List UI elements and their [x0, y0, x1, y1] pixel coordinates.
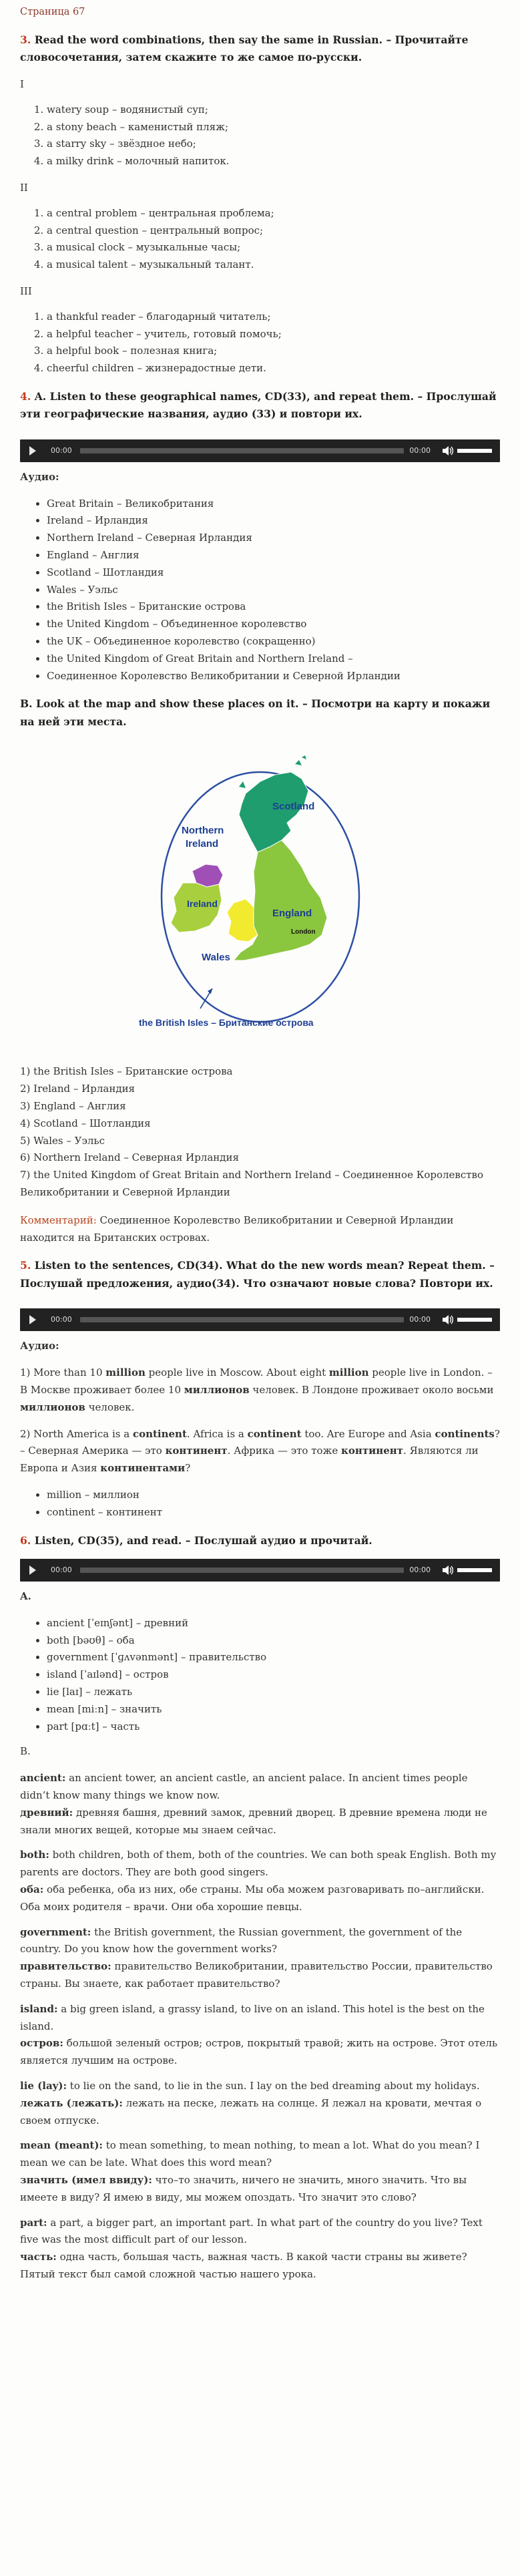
map-caption: the British Isles – Британские острова [138, 1017, 314, 1029]
text-run: человек. В Лондоне проживает около восьми [249, 1384, 494, 1397]
text-run: миллионов [184, 1384, 250, 1397]
comment-label: Комментарий: [20, 1214, 97, 1226]
definition-paragraph [20, 1770, 500, 1839]
comment-paragraph [20, 1212, 500, 1247]
map-label-northern-ireland: Northern [181, 825, 224, 837]
term: значить (имел ввиду): [20, 2174, 152, 2186]
definition-paragraph [20, 2137, 500, 2206]
list-item: 2. a stony beach – каменистый пляж; [47, 119, 500, 136]
list-item: • England – Англия [47, 547, 500, 564]
exercise-number: 6. [20, 1533, 31, 1547]
definition-text: правительство Великобритании, правительство России, правительство страны. Вы знаете, как работает правительство? [20, 1960, 493, 1990]
text-run: people live in London. – В Москве проживает более 10 [20, 1366, 493, 1397]
list-item: • Соединенное Королевство Великобритании и Северной Ирландии [47, 668, 500, 685]
map-label-wales: Wales [201, 952, 230, 964]
list-item: • million – миллион [47, 1487, 500, 1504]
place-line: 1) the British Isles – Британские острова [20, 1065, 233, 1078]
sentence-paragraph [20, 1426, 500, 1477]
exercise-4b-heading: B. Look at the map and show these places on it. – Посмотри на карту и покажи на ней эти места. [20, 697, 491, 728]
wales-region [227, 899, 258, 942]
definition-paragraph [20, 2078, 500, 2129]
play-icon[interactable] [29, 446, 36, 455]
exercise-title: Read the word combinations, then say the same in Russian. – Прочитайте словосочетания, затем скажите то же самое по-русски. [20, 33, 469, 64]
list-item: 3. a musical clock – музыкальные часы; [47, 239, 500, 256]
duration-time: 00:00 [409, 1566, 431, 1575]
definition-text: лежать на песке, лежать на солнце. Я лежал на кровати, мечтая о своем отпуске. [20, 2096, 482, 2127]
current-time: 00:00 [51, 1566, 72, 1575]
term: both: [20, 1849, 49, 1861]
vocabulary-list [20, 1615, 500, 1736]
volume-slider[interactable] [457, 449, 492, 453]
progress-rail[interactable] [80, 1317, 404, 1322]
text-run: continent [247, 1427, 302, 1440]
text-run: ? [185, 1462, 191, 1475]
duration-time: 00:00 [409, 1315, 431, 1324]
audio-player[interactable] [20, 1308, 500, 1331]
term: остров: [20, 2037, 63, 2050]
play-icon[interactable] [29, 1566, 36, 1575]
list-item: • continent – континент [47, 1504, 500, 1521]
definitions [20, 1770, 500, 2283]
term: часть: [20, 2251, 57, 2263]
new-words-list [20, 1487, 500, 1521]
map-label-scotland: Scotland [272, 801, 314, 813]
group-roman: III [20, 285, 32, 297]
definition-text: оба ребенка, оба из них, обе страны. Мы оба можем разговаривать по–английски. Оба моих родителя – врачи. Они оба хорошие певцы. [20, 1883, 485, 1913]
definition-text: что–то значить, ничего не значить, много значить. Что вы имеете в виду? Я имею в виду, мы можем опоздать. Что значит это слово? [20, 2174, 467, 2203]
list-item: • government [ˈɡʌvənmənt] – правительство [47, 1649, 500, 1666]
word-list [20, 205, 500, 274]
term: part: [20, 2216, 47, 2229]
list-item: • the British Isles – Британские острова [47, 598, 500, 616]
volume-level [457, 1568, 492, 1572]
definition-paragraph [20, 2001, 500, 2070]
list-item: • the UK – Объединенное королевство (сокращенно) [47, 633, 500, 651]
word-list [20, 102, 500, 170]
exercise-number: 3. [20, 33, 31, 46]
word-list [20, 309, 500, 377]
progress-rail[interactable] [80, 448, 404, 453]
volume-icon[interactable] [443, 446, 453, 455]
british-isles-map [127, 740, 394, 1054]
definition-text: to mean something, to mean nothing, to mean a lot. What do you mean? I mean we can be late. What does this word mean? [20, 2139, 480, 2169]
list-item: • the United Kingdom of Great Britain and Northern Ireland – [47, 651, 500, 668]
definition-paragraph [20, 2215, 500, 2283]
section-a-label: A. [20, 1590, 31, 1603]
text-run: too. Are Europe and Asia [301, 1427, 435, 1440]
definition-text: древняя башня, древний замок, древний дворец. В древние времена люди не знали многих вещей, которые мы знаем сейчас. [20, 1806, 487, 1836]
definition-text: to lie on the sand, to lie in the sun. I lay on the bed dreaming about my holidays. [67, 2080, 480, 2092]
text-run: человек. [85, 1401, 135, 1413]
term: mean (meant): [20, 2139, 103, 2152]
exercise-title: A. Listen to these geographical names, CD(33), and repeat them. – Прослушай эти географические названия, аудио (33) и повтори их. [20, 389, 497, 421]
text-run: million [328, 1366, 369, 1379]
place-line: 5) Wales – Уэльс [20, 1134, 105, 1147]
definition-text: a part, a bigger part, an important part. In what part of the country do you live? Text five was the most difficult part of our lesson. [20, 2216, 483, 2246]
text-run: continents [435, 1427, 495, 1440]
text-run: ? – Северная Америка — это [20, 1427, 500, 1457]
text-run: . Являются ли Европа и Азия [20, 1445, 479, 1475]
list-item: 1. watery soup – водянистый суп; [47, 102, 500, 119]
text-run: 1) More than 10 [20, 1366, 106, 1379]
term: island: [20, 2002, 58, 2015]
scotland-region [239, 772, 308, 852]
definition-text: большой зеленый остров; остров, покрытый травой; жить на острове. Этот отель является лучшим на острове. [20, 2037, 498, 2067]
england-region [234, 840, 327, 960]
text-run: . Africa is a [186, 1427, 248, 1440]
place-line: 4) Scotland – Шотландия [20, 1117, 151, 1129]
text-run: миллионов [20, 1401, 85, 1413]
list-item: 1. a thankful reader – благодарный читатель; [47, 309, 500, 326]
audio-label: Аудио: [20, 1340, 59, 1352]
list-item: • mean [miːn] – значить [47, 1701, 500, 1718]
map-label-northern-ireland-2: Ireland [185, 838, 218, 850]
text-run: . Африка — это тоже [227, 1445, 341, 1457]
exercise-title: Listen to the sentences, CD(34). What do the new words mean? Repeat them. – Послушай предложения, аудио(34). Что означают новые слова? Повтори их. [20, 1259, 495, 1290]
text-run: континентами [100, 1462, 186, 1475]
map-label-london: London [290, 928, 316, 936]
list-item: • Great Britain – Великобритания [47, 496, 500, 513]
audio-label: Аудио: [20, 470, 59, 483]
text-run: континент [341, 1445, 404, 1457]
text-run: million [105, 1366, 146, 1379]
definition-text: the British government, the Russian government, the government of the country. Do you know how the government works? [20, 1925, 463, 1956]
list-item: 3. a helpful book – полезная книга; [47, 343, 500, 360]
list-item: 2. a central question – центральный вопрос; [47, 222, 500, 240]
group-roman: I [20, 77, 24, 90]
current-time: 00:00 [51, 1315, 72, 1324]
breadcrumb[interactable]: Страница 67 [20, 7, 85, 17]
list-item: • both [bəʊθ] – оба [47, 1632, 500, 1650]
term: lie (lay): [20, 2080, 67, 2092]
list-item: 4. cheerful children – жизнерадостные дети. [47, 360, 500, 377]
list-item: 2. a helpful teacher – учитель, готовый помочь; [47, 326, 500, 343]
text-run: континент [165, 1445, 228, 1457]
exercise-number: 5. [20, 1259, 31, 1272]
volume-slider[interactable] [457, 1568, 492, 1572]
exercise-3-heading [20, 31, 500, 67]
volume-icon[interactable] [443, 1315, 453, 1324]
definition-paragraph [20, 1847, 500, 1915]
list-item: 4. a musical talent – музыкальный талант. [47, 256, 500, 274]
play-icon[interactable] [29, 1315, 36, 1324]
list-item: • Scotland – Шотландия [47, 564, 500, 582]
progress-rail[interactable] [80, 1568, 404, 1573]
term: ancient: [20, 1772, 66, 1785]
volume-level [457, 449, 492, 453]
definition-text: both children, both of them, both of the countries. We can both speak English. Both my parents are doctors. They are both good singers. [20, 1849, 497, 1879]
list-item: 3. a starry sky – звёздное небо; [47, 136, 500, 153]
term: древний: [20, 1806, 73, 1819]
definition-text: a big green island, a grassy island, to live on an island. This hotel is the best on the island. [20, 2002, 485, 2032]
list-item: • part [pɑːt] – часть [47, 1718, 500, 1736]
map-label-ireland: Ireland [186, 898, 218, 910]
exercise-5-heading [20, 1257, 500, 1292]
geo-names-list [20, 496, 500, 685]
list-item: • Ireland – Ирландия [47, 512, 500, 530]
list-item: 1. a central problem – центральная проблема; [47, 205, 500, 222]
exercise-6-heading [20, 1532, 500, 1550]
place-line: 7) the United Kingdom of Great Britain and Northern Ireland – Соединенное Королевство Великобритании и Северной Ирландии [20, 1169, 484, 1199]
sentence-paragraph [20, 1364, 500, 1416]
audio-player[interactable] [20, 1559, 500, 1582]
list-item: • ancient [ˈeɪnʃənt] – древний [47, 1615, 500, 1632]
list-item: • Northern Ireland – Северная Ирландия [47, 530, 500, 547]
definition-paragraph [20, 1924, 500, 1993]
volume-icon[interactable] [443, 1566, 453, 1575]
term: лежать (лежать): [20, 2096, 123, 2109]
list-item: 4. a milky drink – молочный напиток. [47, 153, 500, 170]
duration-time: 00:00 [409, 445, 431, 455]
exercise-4-heading [20, 388, 500, 423]
comment-text: Соединенное Королевство Великобритании и Северной Ирландии находится на Британских островах. [20, 1214, 454, 1244]
section-b-label: B. [20, 1745, 31, 1758]
term: оба: [20, 1883, 44, 1896]
volume-level [457, 1318, 492, 1322]
exercise-title: Listen, CD(35), and read. – Послушай аудио и прочитай. [31, 1533, 372, 1547]
term: government: [20, 1925, 91, 1938]
list-item: • the United Kingdom – Объединенное королевство [47, 616, 500, 633]
text-run: people live in Moscow. About eight [145, 1366, 329, 1379]
exercise-number: 4. [20, 389, 31, 403]
place-line: 3) England – Англия [20, 1100, 126, 1113]
current-time: 00:00 [51, 445, 72, 455]
list-item: • island [ˈaɪlənd] – остров [47, 1666, 500, 1684]
definition-text: an ancient tower, an ancient castle, an ancient palace. In ancient times people didn’t know many things we know now. [20, 1772, 468, 1802]
volume-slider[interactable] [457, 1318, 492, 1322]
term: правительство: [20, 1960, 111, 1973]
numbered-places [20, 1063, 500, 1201]
place-line: 2) Ireland – Ирландия [20, 1083, 136, 1095]
map-label-england: England [272, 908, 312, 920]
list-item: • lie [laɪ] – лежать [47, 1684, 500, 1701]
audio-player[interactable] [20, 439, 500, 462]
text-run: 2) North America is a [20, 1427, 133, 1440]
definition-text: одна часть, большая часть, важная часть. В какой части страны вы живете? Пятый текст был самой сложной частью нашего урока. [20, 2251, 467, 2280]
place-line: 6) Northern Ireland – Северная Ирландия [20, 1151, 239, 1164]
list-item: • Wales – Уэльс [47, 582, 500, 599]
text-run: continent [132, 1427, 187, 1440]
group-roman: II [20, 181, 28, 194]
